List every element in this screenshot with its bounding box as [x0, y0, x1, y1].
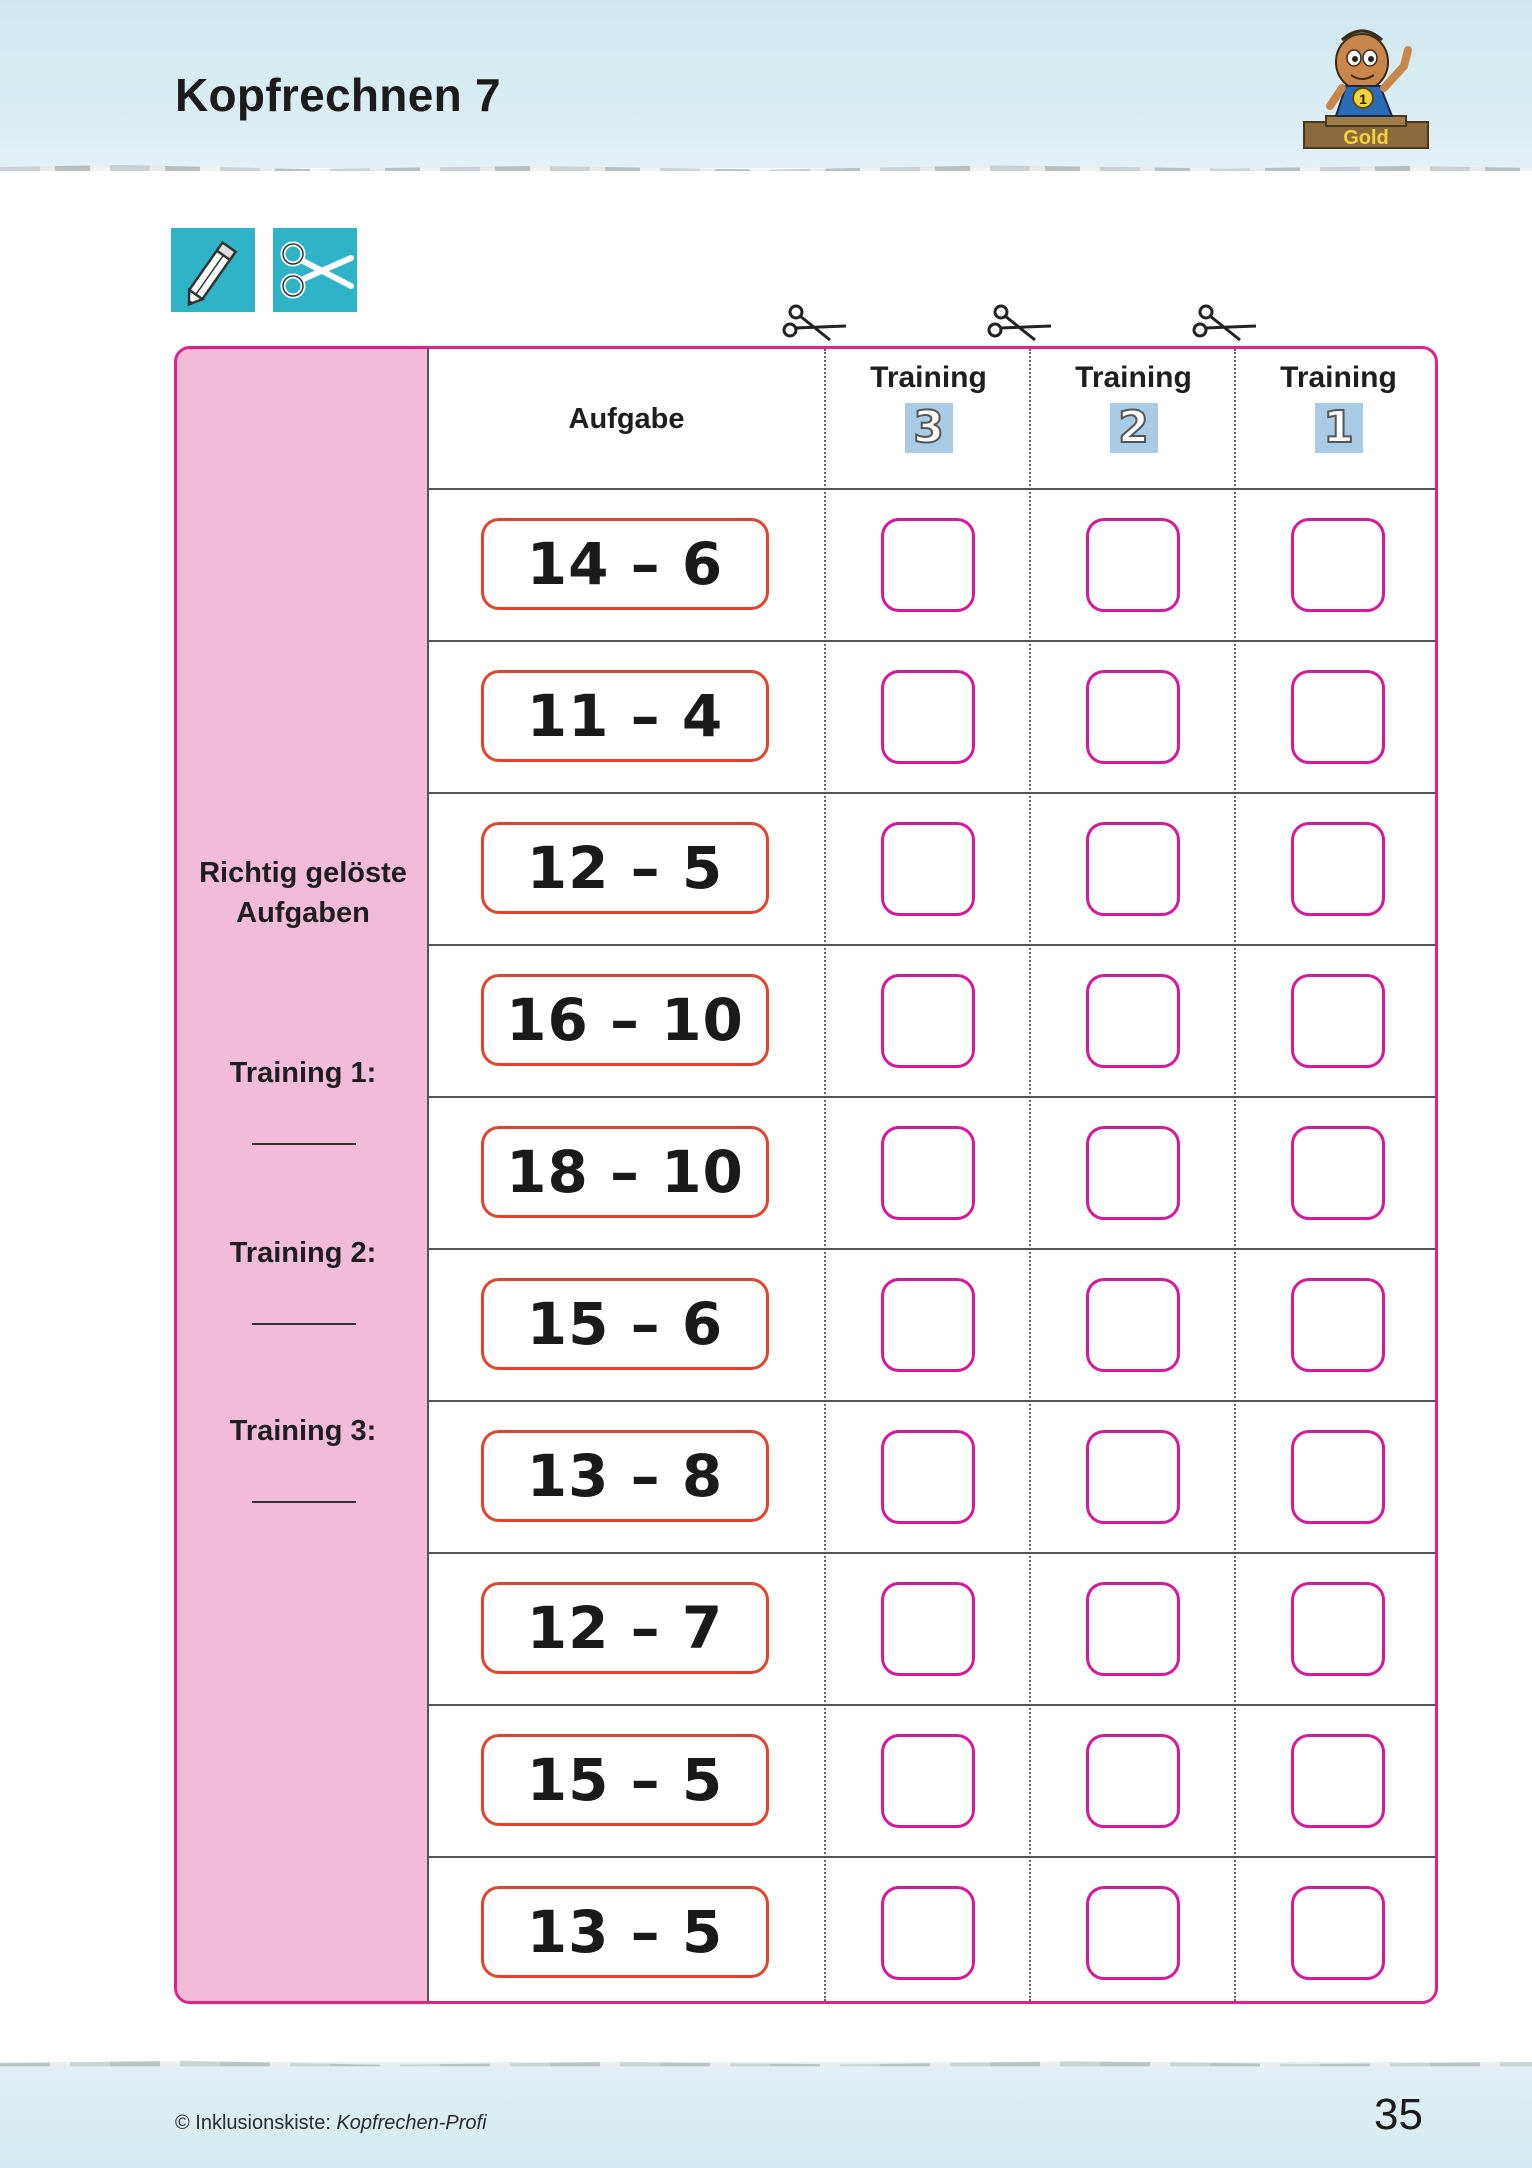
table-row [429, 490, 1435, 642]
answer-box-training-3[interactable] [881, 1126, 975, 1220]
table-header [429, 349, 1435, 490]
header-training-1 [1236, 349, 1438, 488]
task-expression: 18 – 10 [481, 1126, 769, 1218]
answer-box-training-3[interactable] [881, 1278, 975, 1372]
mascot-gold-icon [1296, 20, 1436, 156]
answer-box-training-1[interactable] [1291, 1734, 1385, 1828]
answer-box-training-3[interactable] [881, 822, 975, 916]
answer-box-training-3[interactable] [881, 1430, 975, 1524]
header-training-label: Training [870, 361, 987, 394]
answer-box-training-2[interactable] [1086, 822, 1180, 916]
answer-box-training-1[interactable] [1291, 1582, 1385, 1676]
worksheet-table [174, 346, 1438, 2004]
answer-box-training-2[interactable] [1086, 1430, 1180, 1524]
scissors-icon [273, 228, 357, 312]
result-label-training-2: Training 2: [229, 1237, 377, 1269]
answer-box-training-2[interactable] [1086, 1126, 1180, 1220]
result-label-training-1: Training 1: [229, 1057, 377, 1089]
answer-box-training-3[interactable] [881, 1734, 975, 1828]
table-row [429, 1402, 1435, 1554]
answer-box-training-2[interactable] [1086, 1582, 1180, 1676]
task-expression: 13 – 8 [481, 1430, 769, 1522]
header-training-2 [1031, 349, 1236, 488]
training-number-badge: 3 [905, 403, 953, 453]
training-number-badge: 2 [1110, 403, 1158, 453]
result-blank-training-1[interactable] [252, 1143, 356, 1145]
answer-box-training-2[interactable] [1086, 1278, 1180, 1372]
page-number: 35 [1374, 2090, 1423, 2139]
header-aufgabe: Aufgabe [568, 403, 685, 435]
results-heading [177, 853, 429, 933]
answer-box-training-1[interactable] [1291, 1126, 1385, 1220]
page-title: Kopfrechnen 7 [175, 69, 501, 121]
result-blank-training-3[interactable] [252, 1501, 356, 1503]
answer-box-training-1[interactable] [1291, 518, 1385, 612]
task-expression: 16 – 10 [481, 974, 769, 1066]
task-expression: 11 – 4 [481, 670, 769, 762]
header-training-label: Training [1075, 361, 1192, 394]
copyright-notice [175, 2112, 487, 2135]
copyright-title: Kopfrechen-Profi [336, 2112, 487, 2134]
header-training-label: Training [1280, 361, 1397, 394]
answer-box-training-1[interactable] [1291, 822, 1385, 916]
answer-box-training-3[interactable] [881, 670, 975, 764]
cut-mark-icon [780, 300, 850, 348]
table-row [429, 946, 1435, 1098]
table-row [429, 1706, 1435, 1858]
training-number-badge: 1 [1315, 403, 1363, 453]
answer-box-training-1[interactable] [1291, 1278, 1385, 1372]
table-row [429, 642, 1435, 794]
header-training-3 [826, 349, 1031, 488]
results-heading-line1: Richtig gelöste [199, 857, 407, 889]
answer-box-training-1[interactable] [1291, 1886, 1385, 1980]
pencil-icon [171, 228, 255, 312]
answer-box-training-2[interactable] [1086, 974, 1180, 1068]
answer-box-training-3[interactable] [881, 1886, 975, 1980]
task-expression: 15 – 5 [481, 1734, 769, 1826]
table-row [429, 1858, 1435, 2004]
results-heading-line2: Aufgaben [236, 897, 370, 929]
copyright-prefix: © Inklusionskiste: [175, 2112, 337, 2134]
answer-box-training-2[interactable] [1086, 1886, 1180, 1980]
answer-box-training-3[interactable] [881, 1582, 975, 1676]
task-expression: 15 – 6 [481, 1278, 769, 1370]
cut-mark-icon [985, 300, 1055, 348]
answer-box-training-1[interactable] [1291, 1430, 1385, 1524]
mascot-medal-number: 1 [1359, 91, 1367, 107]
result-label-training-3: Training 3: [229, 1415, 377, 1447]
answer-box-training-3[interactable] [881, 974, 975, 1068]
table-row [429, 1554, 1435, 1706]
task-expression: 12 – 5 [481, 822, 769, 914]
answer-box-training-1[interactable] [1291, 974, 1385, 1068]
answer-box-training-3[interactable] [881, 518, 975, 612]
cut-mark-icon [1190, 300, 1260, 348]
table-row [429, 1098, 1435, 1250]
task-expression: 12 – 7 [481, 1582, 769, 1674]
answer-box-training-2[interactable] [1086, 1734, 1180, 1828]
task-expression: 13 – 5 [481, 1886, 769, 1978]
table-row [429, 1250, 1435, 1402]
answer-box-training-2[interactable] [1086, 518, 1180, 612]
answer-box-training-2[interactable] [1086, 670, 1180, 764]
table-row [429, 794, 1435, 946]
task-expression: 14 – 6 [481, 518, 769, 610]
result-blank-training-2[interactable] [252, 1323, 356, 1325]
results-sidebar [177, 349, 429, 2001]
answer-box-training-1[interactable] [1291, 670, 1385, 764]
mascot-badge-text: Gold [1343, 127, 1389, 149]
